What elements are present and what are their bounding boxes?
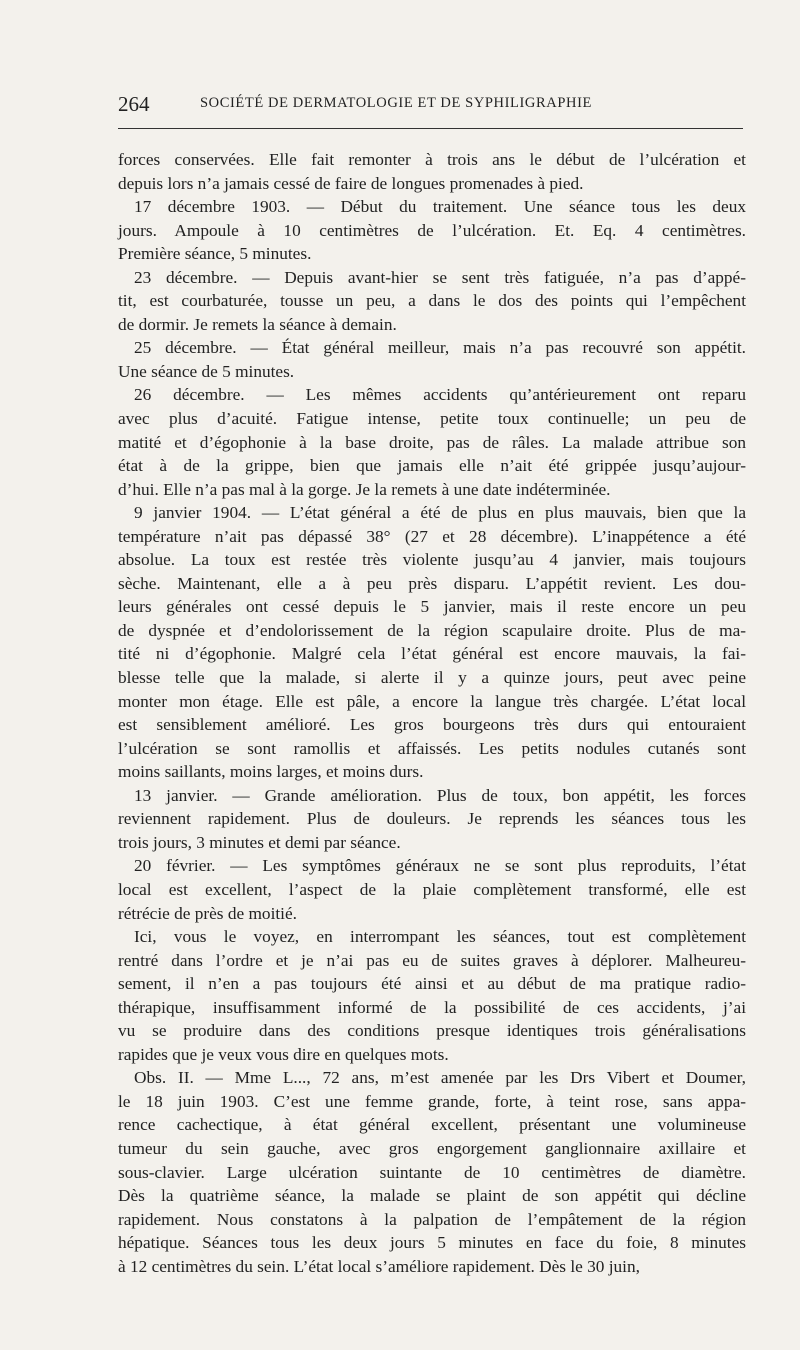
text-line: 26 décembre. — Les mêmes accidents qu’antérieurement ont reparu (134, 385, 746, 405)
text-line: monter mon étage. Elle est pâle, a encore la langue très chargée. L’état local (118, 691, 746, 711)
text-line: tité ni d’égophonie. Malgré cela l’état général est encore mauvais, la fai- (118, 644, 746, 664)
text-line: absolue. La toux est restée très violente jusqu’au 4 janvier, mais toujours (118, 550, 746, 570)
text-line: température n’ait pas dépassé 38° (27 et 28 décembre). L’inappétence a été (118, 526, 746, 546)
text-line: Ici, vous le voyez, en interrompant les séances, tout est complètement (134, 927, 746, 947)
text-line: avec plus d’acuité. Fatigue intense, petite toux continuelle; un peu de (118, 409, 746, 429)
text-line: sèche. Maintenant, elle a à peu près disparu. L’appétit revient. Les dou- (118, 573, 746, 593)
running-title: SOCIÉTÉ DE DERMATOLOGIE ET DE SYPHILIGRAPHIE (200, 95, 592, 111)
text-line: l’ulcération se sont ramollis et affaissés. Les petits nodules cutanés sont (118, 738, 746, 758)
text-line: leurs générales ont cessé depuis le 5 janvier, mais il reste encore un peu (118, 597, 746, 617)
text-line: Dès la quatrième séance, la malade se plaint de son appétit qui décline (118, 1186, 746, 1206)
text-line: tit, est courbaturée, tousse un peu, a dans le dos des points qui l’empêchent (118, 291, 746, 311)
text-line: sement, il n’en a pas toujours été ainsi et au début de ma pratique radio- (118, 974, 746, 994)
page-header (118, 92, 746, 122)
text-line: de dormir. Je remets la séance à demain. (118, 314, 397, 334)
text-line: thérapique, insuffisamment informé de la possibilité de ces accidents, j’ai (118, 997, 746, 1017)
text-line: vu se produire dans des conditions presque identiques trois généralisations (118, 1021, 746, 1041)
text-line: hépatique. Séances tous les deux jours 5 minutes en face du foie, 8 minutes (118, 1233, 746, 1253)
text-line: d’hui. Elle n’a pas mal à la gorge. Je la remets à une date indéterminée. (118, 479, 611, 499)
text-line: trois jours, 3 minutes et demi par séance. (118, 832, 401, 852)
text-line: 9 janvier 1904. — L’état général a été de plus en plus mauvais, bien que la (134, 503, 746, 523)
body-text (118, 148, 746, 1278)
text-line: 13 janvier. — Grande amélioration. Plus de toux, bon appétit, les forces (134, 785, 746, 805)
text-line: reviennent rapidement. Plus de douleurs. Je reprends les séances tous les (118, 809, 746, 829)
text-line: à 12 centimètres du sein. L’état local s’améliore rapidement. Dès le 30 juin, (118, 1256, 640, 1276)
text-line: est sensiblement amélioré. Les gros bourgeons très durs qui entouraient (118, 715, 746, 735)
text-line: 20 février. — Les symptômes généraux ne se sont plus reproduits, l’état (134, 856, 746, 876)
text-line: 25 décembre. — État général meilleur, mais n’a pas recouvré son appétit. (134, 338, 746, 358)
text-line: 23 décembre. — Depuis avant-hier se sent très fatiguée, n’a pas d’appé- (134, 267, 746, 287)
text-line: depuis lors n’a jamais cessé de faire de longues promenades à pied. (118, 173, 584, 193)
text-line: moins saillants, moins larges, et moins durs. (118, 762, 424, 782)
text-line: rétrécie de près de moitié. (118, 903, 297, 923)
text-line: 17 décembre 1903. — Début du traitement. Une séance tous les deux (134, 197, 746, 217)
text-line: rapides que je veux vous dire en quelques mots. (118, 1044, 449, 1064)
text-line: jours. Ampoule à 10 centimètres de l’ulcération. Et. Eq. 4 centimètres. (118, 220, 746, 240)
page-number: 264 (118, 92, 150, 116)
text-line: le 18 juin 1903. C’est une femme grande, forte, à teint rose, sans appa- (118, 1091, 746, 1111)
text-line: Une séance de 5 minutes. (118, 361, 295, 381)
text-line: blesse telle que la malade, si alerte il y a quinze jours, peut avec peine (118, 668, 746, 688)
text-line: Première séance, 5 minutes. (118, 244, 312, 264)
text-line: matité et d’égophonie à la base droite, pas de râles. La malade attribue son (118, 432, 746, 452)
text-line: état à de la grippe, bien que jamais elle n’ait été grippée jusqu’aujour- (118, 456, 746, 476)
text-line: de dyspnée et d’endolorissement de la région scapulaire droite. Plus de ma- (118, 620, 746, 640)
text-line: forces conservées. Elle fait remonter à trois ans le début de l’ulcération et (118, 150, 746, 169)
text-line: rentré dans l’ordre et je n’ai pas eu de suites graves à déplorer. Malheureu- (118, 950, 746, 970)
text-line: rence cachectique, à état général excellent, présentant une volumineuse (118, 1115, 746, 1135)
text-line: Obs. II. — Mme L..., 72 ans, m’est amenée par les Drs Vibert et Doumer, (134, 1068, 746, 1088)
text-line: sous-clavier. Large ulcération suintante de 10 centimètres de diamètre. (118, 1162, 746, 1182)
text-line: rapidement. Nous constatons à la palpation de l’empâtement de la région (118, 1209, 746, 1229)
text-line: local est excellent, l’aspect de la plaie complètement transformé, elle est (118, 879, 746, 899)
text-line: tumeur du sein gauche, avec gros engorgement ganglionnaire axillaire et (118, 1138, 746, 1158)
header-rule (118, 128, 743, 129)
